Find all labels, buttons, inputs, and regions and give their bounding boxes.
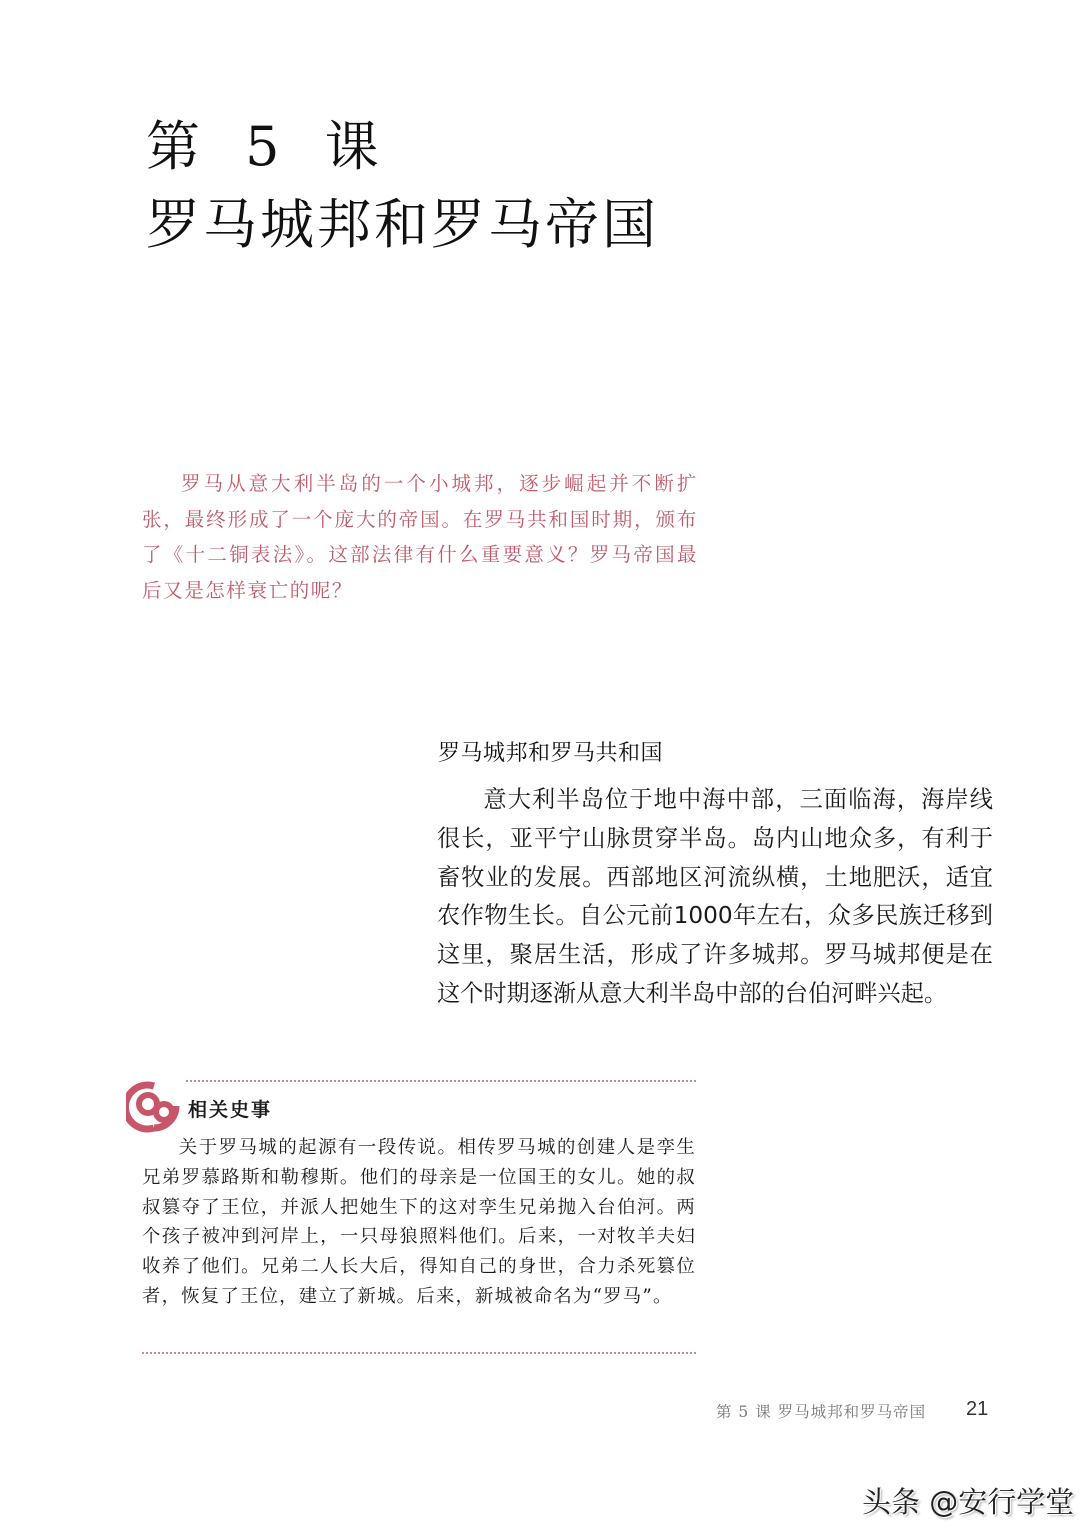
running-head: 第 5 课 罗马城邦和罗马帝国 [716, 1403, 927, 1421]
lesson-title: 罗马城邦和罗马帝国 [146, 193, 659, 256]
box-body: 关于罗马城的起源有一段传说。相传罗马城的创建人是孪生兄弟罗慕路斯和勒穆斯。他们的母亲是一位国王的女儿。她的叔叔篡夺了王位，并派人把她生下的这对孪生兄弟抛入台伯河。两个孩子被冲到河岸上，一只母狼照料他们。后来，一对牧羊夫妇收养了他们。兄弟二人长大后，得知自己的身世，合力杀死篡位者，恢复了王位，建立了新城。后来，新城被命名为“罗马”。 [142, 1137, 696, 1307]
page-number: 21 [966, 1398, 989, 1420]
box-title: 相关史事 [188, 1099, 273, 1121]
lesson-number: 第 5 课 [146, 115, 393, 178]
section-body: 意大利半岛位于地中海中部，三面临海，海岸线很长，亚平宁山脉贯穿半岛。岛内山地众多，有利于畜牧业的发展。西部地区河流纵横，土地肥沃，适宜农作物生长。自公元前1000年左右，众多民族迁移到这里，聚居生活，形成了许多城邦。罗马城邦便是在这个时期逐渐从意大利半岛中部的台伯河畔兴起。 [437, 786, 993, 1007]
intro-paragraph: 罗马从意大利半岛的一个小城邦，逐步崛起并不断扩张，最终形成了一个庞大的帝国。在罗马共和国时期，颁布了《十二铜表法》。这部法律有什么重要意义？罗马帝国最后又是怎样衰亡的呢？ [142, 472, 698, 602]
box-top-divider [186, 1080, 696, 1082]
box-bottom-divider [142, 1352, 696, 1354]
section-heading: 罗马城邦和罗马共和国 [438, 741, 664, 766]
related-history-logo-icon [126, 1080, 182, 1134]
watermark: 头条 @安行学堂 [862, 1485, 1075, 1519]
